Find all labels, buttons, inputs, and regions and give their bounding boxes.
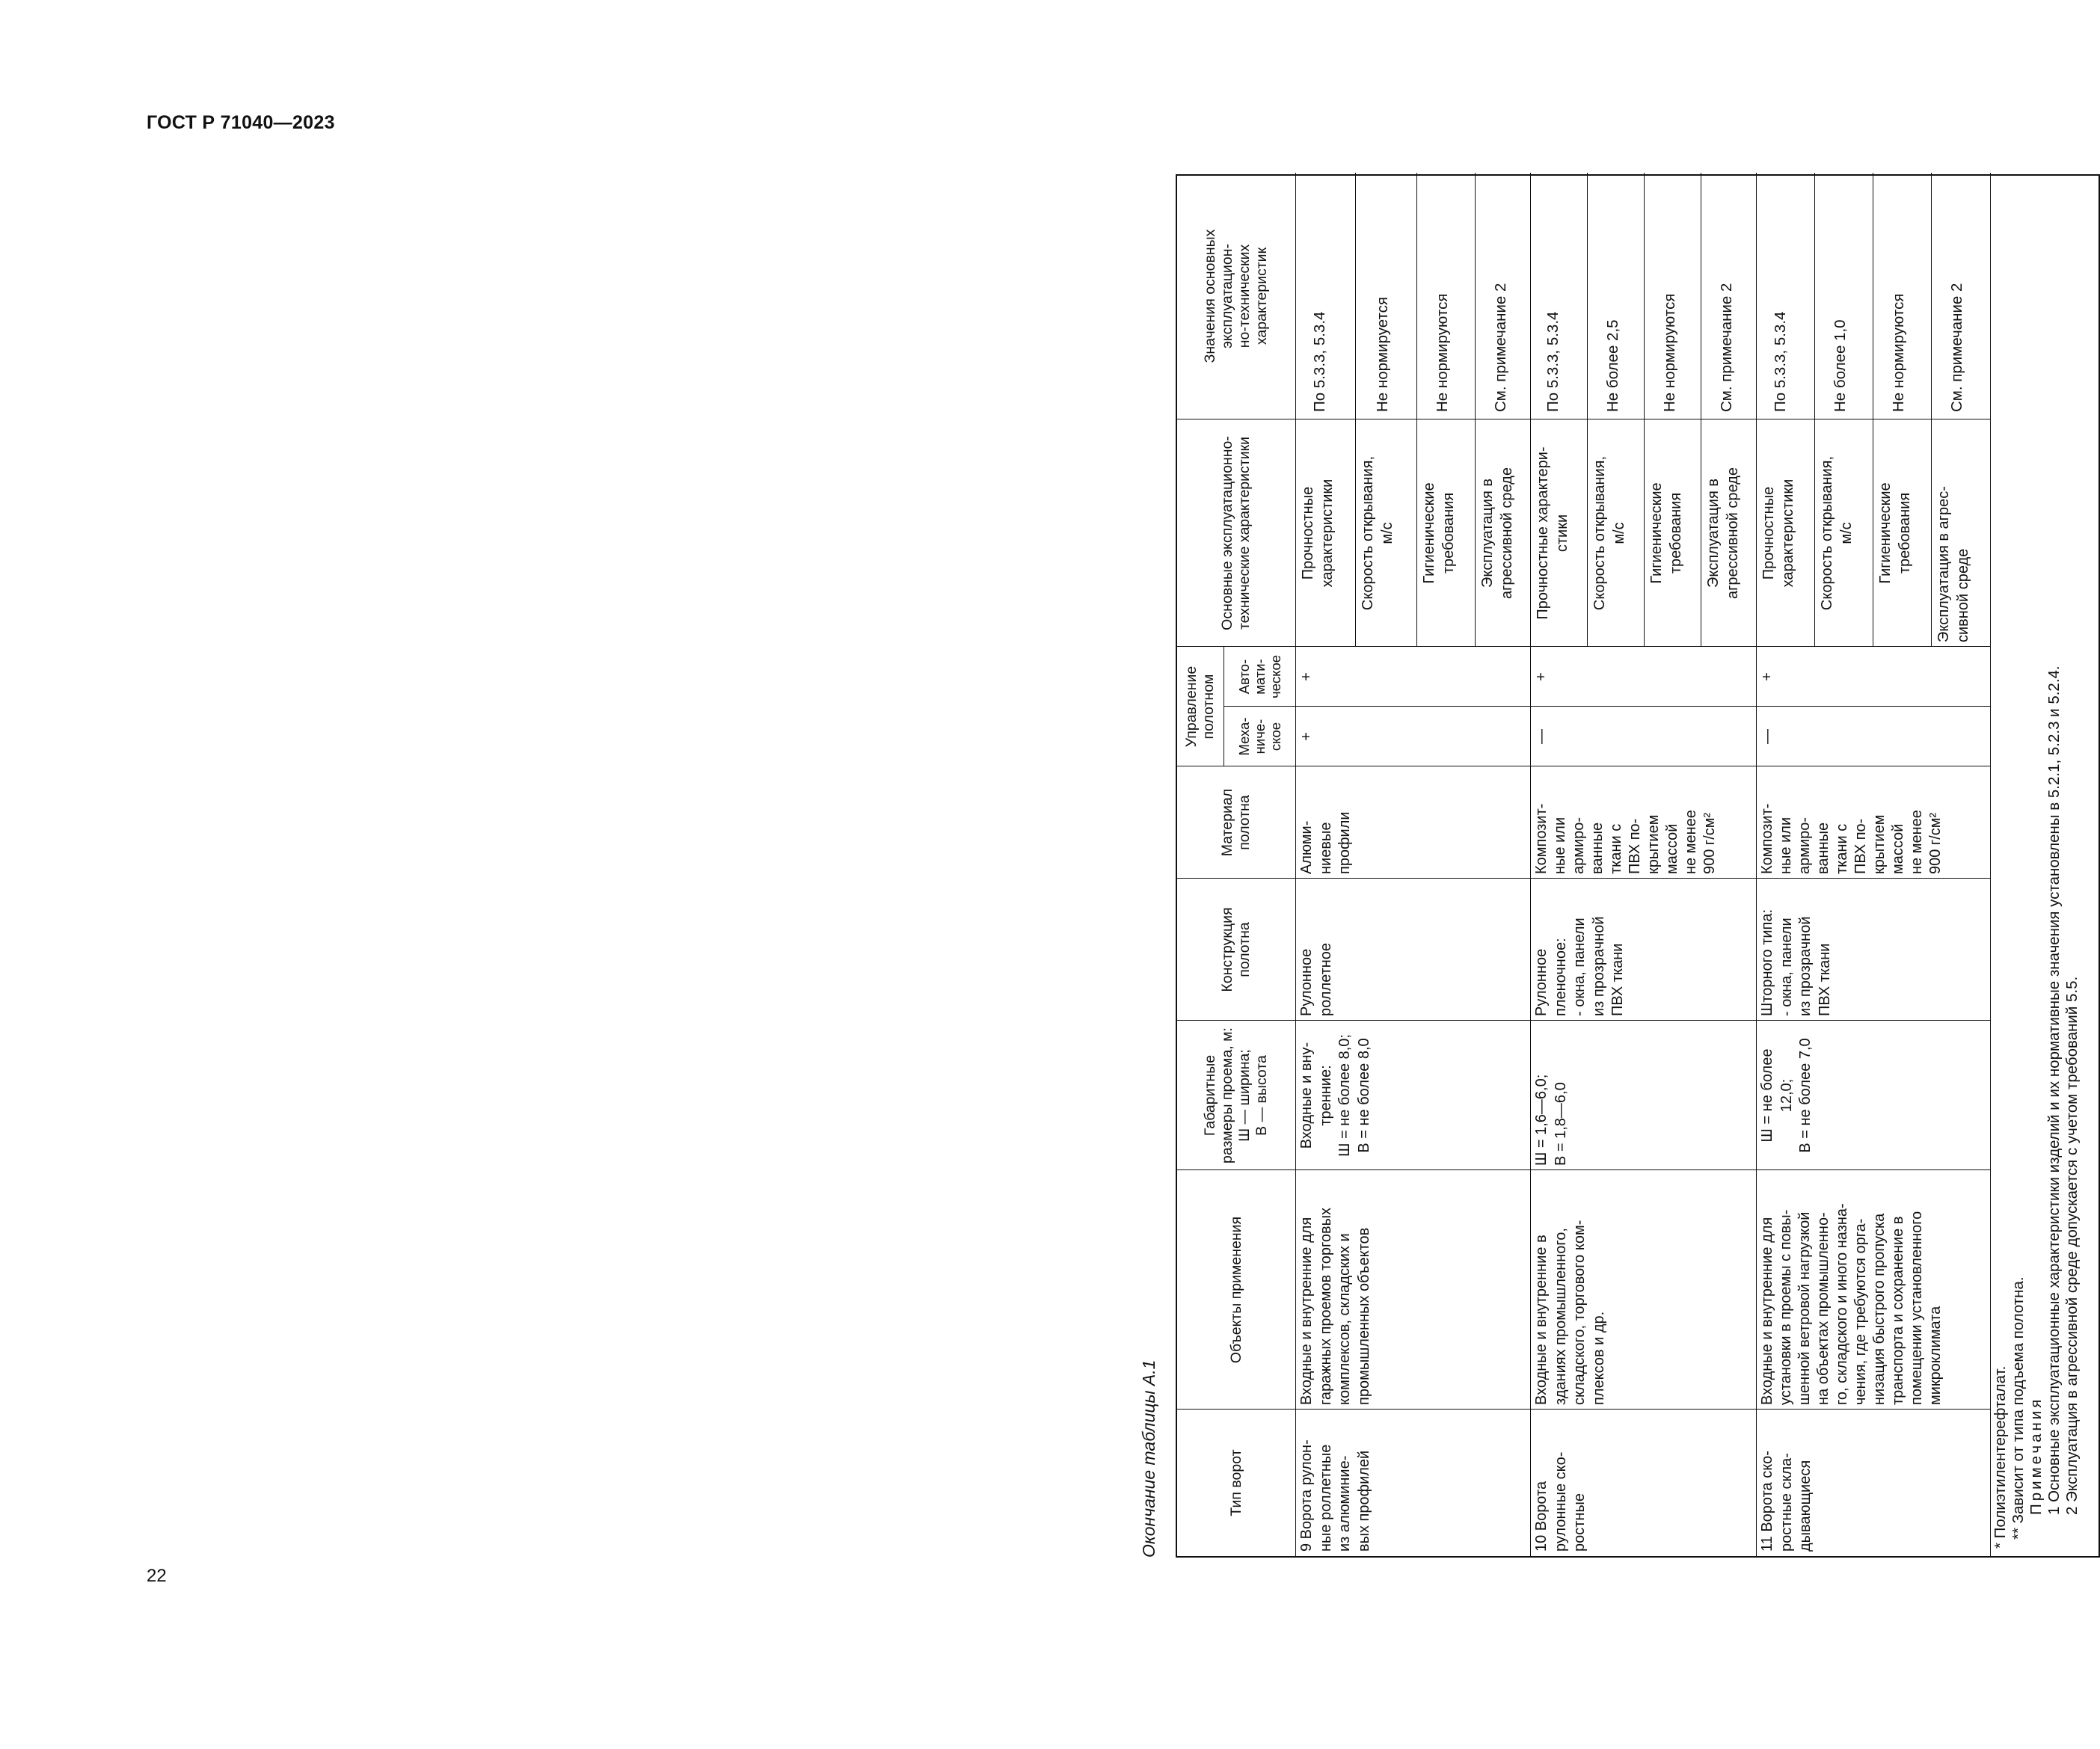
row9-dimensions: Входные и вну- тренние: Ш = не более 8,0; В = не более 8,0 (1298, 1034, 1372, 1157)
row9-char-1: Прочностные характеристики (1300, 479, 1336, 588)
header-control-mech: Меха- ниче- ское (1235, 717, 1283, 756)
row10-value-2: Не более 2,5 (1604, 319, 1621, 412)
row10-value-3: Не нормируются (1661, 293, 1678, 412)
header-control: Управление полотном (1183, 666, 1217, 748)
row11-char-4: Эксплуатация в агрес- сивной среде (1935, 486, 1971, 642)
row10-value-4: См. примечание 2 (1718, 283, 1735, 412)
header-values: Значения основных эксплуатацион- но-технических характеристик (1202, 229, 1270, 363)
row11-value-3: Не нормируются (1890, 293, 1907, 412)
row10-objects: Входные и внутренние в зданиях промышленного, складского, торгового ком- плексов и др. (1533, 1220, 1607, 1405)
row11-char-3: Гигиенические требования (1877, 482, 1913, 584)
row11-value-1: По 5.3.3, 5.3.4 (1772, 311, 1789, 412)
row11-objects: Входные и внутренние для установки в проемы с повы- шенной ветровой нагрузкой на объектах промышленно- го, складского и иного назна- чения, где требуются орга- низация быстрого пропуска транспорта и сохранение в помещении установленного микроклимата (1759, 1203, 1944, 1405)
note-2: 2 Эксплуатация в агрессивной среде допускается с учетом требований 5.5. (2063, 976, 2081, 1515)
row10-material: Композит- ные или армиро- ванные ткани с ПВХ по- крытием массой не менее 900 г/см² (1533, 803, 1718, 874)
row9-char-3: Гигиенические требования (1421, 482, 1457, 584)
data-table (1176, 174, 2100, 1558)
row11-construction: Шторного типа: - окна, панели из прозрачной ПВХ ткани (1759, 909, 1833, 1016)
header-control-auto: Авто- мати- ческое (1235, 654, 1283, 699)
row11-material: Композит- ные или армиро- ванные ткани с ПВХ по- крытием массой не менее 900 г/см² (1759, 803, 1944, 874)
rotated-table-region (1138, 174, 2100, 1558)
row11-auto: + (1759, 672, 1775, 681)
table-notes (1992, 188, 2081, 1549)
header-objects: Объекты применения (1227, 1216, 1244, 1364)
row9-mech: + (1298, 732, 1315, 741)
row9-value-3: Не нормируются (1434, 293, 1451, 412)
header-dimensions: Габаритные размеры проема, м: Ш — ширина; В — высота (1202, 1027, 1270, 1164)
row10-value-1: По 5.3.3, 5.3.4 (1544, 311, 1562, 412)
row9-material: Алюми- ниевые профили (1298, 811, 1353, 874)
note-1: 1 Основные эксплуатационные характеристики изделий и их нормативные значения установлены в 5.2.1, 5.2.3 и 5.2.4. (2045, 666, 2063, 1515)
header-characteristics: Основные эксплуатационно- технические характеристики (1219, 436, 1253, 630)
row11-value-4: См. примечание 2 (1948, 283, 1965, 412)
footnote-1: * Полиэтилентерефталат. (1992, 1365, 2009, 1549)
row11-dimensions: Ш = не более 12,0; В = не более 7,0 (1759, 1038, 1814, 1153)
row10-char-3: Гигиенические требования (1648, 482, 1684, 584)
row9-auto: + (1298, 672, 1315, 681)
row9-objects: Входные и внутренние для гаражных проемов торговых комплексов, складских и промышленных объектов (1298, 1208, 1372, 1405)
row11-type: 11 Ворота ско- ростные скла- дывающиеся (1759, 1451, 1814, 1552)
row11-value-2: Не более 1,0 (1832, 319, 1849, 412)
page-number: 22 (147, 1566, 167, 1586)
document-header: ГОСТ Р 71040—2023 (147, 112, 335, 133)
row11-char-2: Скорость открывания, м/с (1819, 455, 1855, 611)
row10-dimensions: Ш = 1,6—6,0; В = 1,8—6,0 (1533, 1074, 1569, 1166)
row10-char-1: Прочностные характери- стики (1535, 446, 1571, 620)
header-material: Материал полотна (1219, 788, 1253, 857)
row9-char-4: Эксплуатация в агрессивной среде (1479, 467, 1515, 599)
row11-char-1: Прочностные характеристики (1760, 479, 1796, 588)
notes-title: Примечания (2027, 1396, 2045, 1515)
table-caption: Окончание таблицы А.1 (1139, 1359, 1158, 1558)
row11-mech: — (1759, 729, 1775, 744)
footnote-2: ** Зависит от типа подъема полотна. (2010, 1276, 2027, 1540)
row10-construction: Рулонное пленочное: - окна, панели из прозрачной ПВХ ткани (1533, 916, 1626, 1016)
row9-value-1: По 5.3.3, 5.3.4 (1311, 311, 1328, 412)
row9-value-2: Не нормируется (1374, 297, 1391, 412)
header-construction: Конструкция полотна (1219, 907, 1253, 992)
header-gate-type: Тип ворот (1227, 1449, 1244, 1516)
row10-char-2: Скорость открывания, м/с (1591, 455, 1627, 611)
row9-construction: Рулонное роллетное (1298, 942, 1334, 1016)
row9-value-4: См. примечание 2 (1492, 283, 1509, 412)
row10-type: 10 Ворота рулонные ско- ростные (1533, 1451, 1588, 1552)
row10-char-4: Эксплуатация в агрессивной среде (1705, 467, 1741, 599)
row10-mech: — (1533, 729, 1550, 744)
row9-type: 9 Ворота рулон- ные роллетные из алюминие- вых профилей (1298, 1439, 1372, 1552)
row10-auto: + (1533, 672, 1550, 681)
row9-char-2: Скорость открывания, м/с (1360, 455, 1396, 611)
